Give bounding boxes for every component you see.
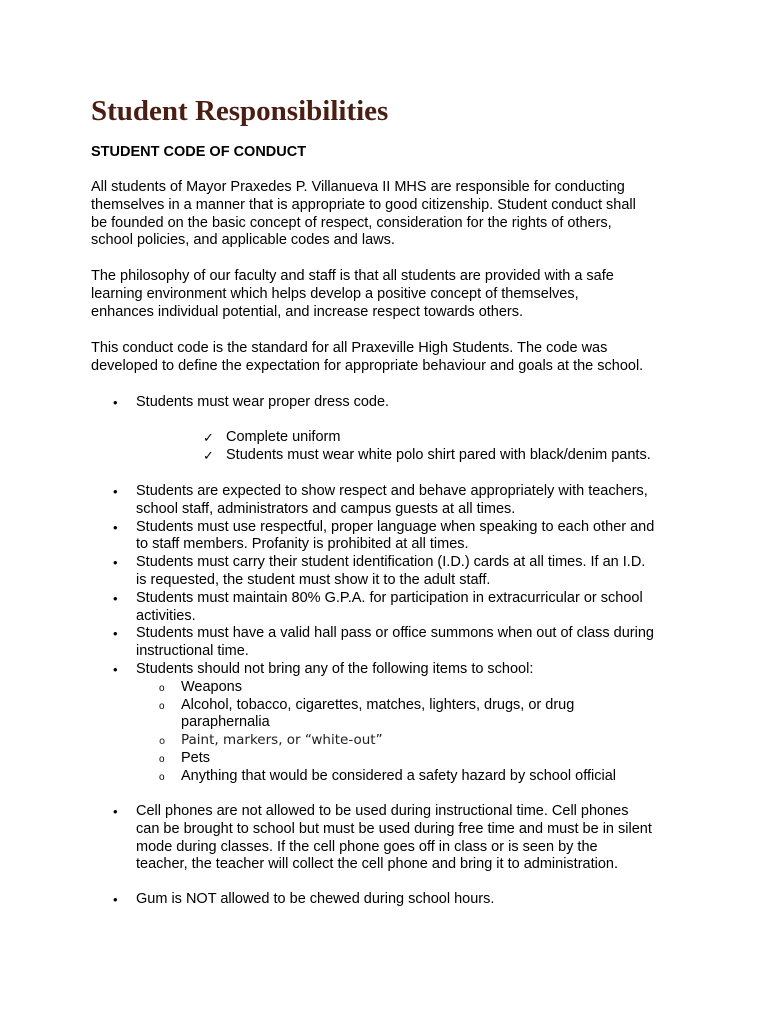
text-line: All students of Mayor Praxedes P. Villanueva II MHS are responsible for conducting [91,179,625,195]
bullet-text: Gum is NOT allowed to be chewed during school hours. [136,891,495,907]
bullet-text: Students are expected to show respect and behave appropriately with teachers, [136,483,648,499]
circle-bullet-icon: o [159,771,165,783]
checkmark-icon: ✓ [203,430,214,445]
bullet-text: Students must maintain 80% G.P.A. for participation in extracurricular or school [136,589,643,606]
check-item-text: Students must wear white polo shirt pared with black/denim pants. [226,446,651,463]
bullet-text: Students should not bring any of the following items to school: [136,660,534,677]
bullet-text: school staff, administrators and campus guests at all times. [136,500,516,517]
circle-bullet-icon: o [159,736,166,748]
prohibited-item-text: Alcohol, tobacco, cigarettes, matches, lighters, drugs, or drug [181,696,575,713]
text-line: This conduct code is the standard for all Praxeville High Students. The code was [91,340,608,356]
gum-bullet [91,891,711,909]
bullet-text: Students must have a valid hall pass or office summons when out of class during [136,625,654,642]
check-item-text: Complete uniform [226,429,341,445]
bullet-text: activities. [136,607,196,624]
prohibited-item-text: Anything that would be considered a safety hazard by school official [181,767,616,784]
page-title: Student Responsibilities [91,95,389,127]
circle-bullet-icon: o [159,753,165,765]
prohibited-items-list [91,679,711,786]
prohibited-item-text: Paint, markers, or “white-out” [181,732,383,749]
standard-paragraph [91,340,691,376]
bullet-text: Students must wear proper dress code. [136,394,390,410]
prohibited-item [91,697,711,733]
text-line: be founded on the basic concept of respect, consideration for the rights of others, [91,214,612,231]
bullet-text: instructional time. [136,643,249,660]
bullet-icon: • [113,626,118,642]
prohibited-item [91,768,711,786]
list-item [91,803,711,874]
dress-code-bullet [91,394,711,412]
bullet-icon: • [113,555,118,571]
prohibited-item [91,679,711,697]
list-item [91,590,711,626]
text-line: enhances individual potential, and increase respect towards others. [91,303,524,320]
list-item [91,891,711,909]
bullet-text: to staff members. Profanity is prohibited at all times. [136,536,469,553]
list-item [91,394,711,412]
bullet-icon: • [113,395,118,410]
list-item [91,483,711,519]
text-line: school policies, and applicable codes and laws. [91,232,395,249]
circle-bullet-icon: o [159,682,165,694]
section-heading: STUDENT CODE OF CONDUCT [91,144,307,160]
cell-phone-bullet [91,803,711,874]
bullet-icon: • [113,804,118,819]
circle-bullet-icon: o [159,700,165,712]
list-item [91,661,711,679]
bullet-icon: • [113,661,118,677]
bullet-text: Students must use respectful, proper language when speaking to each other and [136,518,655,535]
bullet-text: teacher, the teacher will collect the cell phone and bring it to administration. [136,856,618,873]
prohibited-item-text: paraphernalia [181,714,270,731]
text-line: themselves in a manner that is appropriate to good citizenship. Student conduct shall [91,196,636,213]
dress-code-checklist [203,429,651,465]
bullet-icon: • [113,590,118,606]
rules-list [91,483,711,786]
checkmark-icon: ✓ [203,447,214,463]
text-line: developed to define the expectation for appropriate behaviour and goals at the school. [91,357,644,374]
check-item [203,447,651,465]
bullet-text: is requested, the student must show it to the adult staff. [136,571,491,588]
intro-paragraph [91,179,691,250]
bullet-text: mode during classes. If the cell phone goes off in class or is seen by the [136,838,598,855]
prohibited-item-text: Pets [181,749,211,766]
text-line: learning environment which helps develop a positive concept of themselves, [91,285,579,302]
bullet-icon: • [113,519,118,535]
prohibited-item [91,732,711,750]
list-item [91,519,711,555]
bullet-text: Cell phones are not allowed to be used during instructional time. Cell phones [136,803,629,819]
bullet-text: Students must carry their student identification (I.D.) cards at all times. If an I.D. [136,554,646,571]
check-item [203,429,651,447]
prohibited-item [91,750,711,768]
philosophy-paragraph [91,268,691,321]
bullet-text: can be brought to school but must be used during free time and must be in silent [136,820,652,837]
text-line: The philosophy of our faculty and staff is that all students are provided with a safe [91,268,614,284]
bullet-icon: • [113,484,118,499]
list-item [91,625,711,661]
prohibited-item-text: Weapons [181,678,242,695]
bullet-icon: • [113,892,118,907]
list-item [91,554,711,590]
